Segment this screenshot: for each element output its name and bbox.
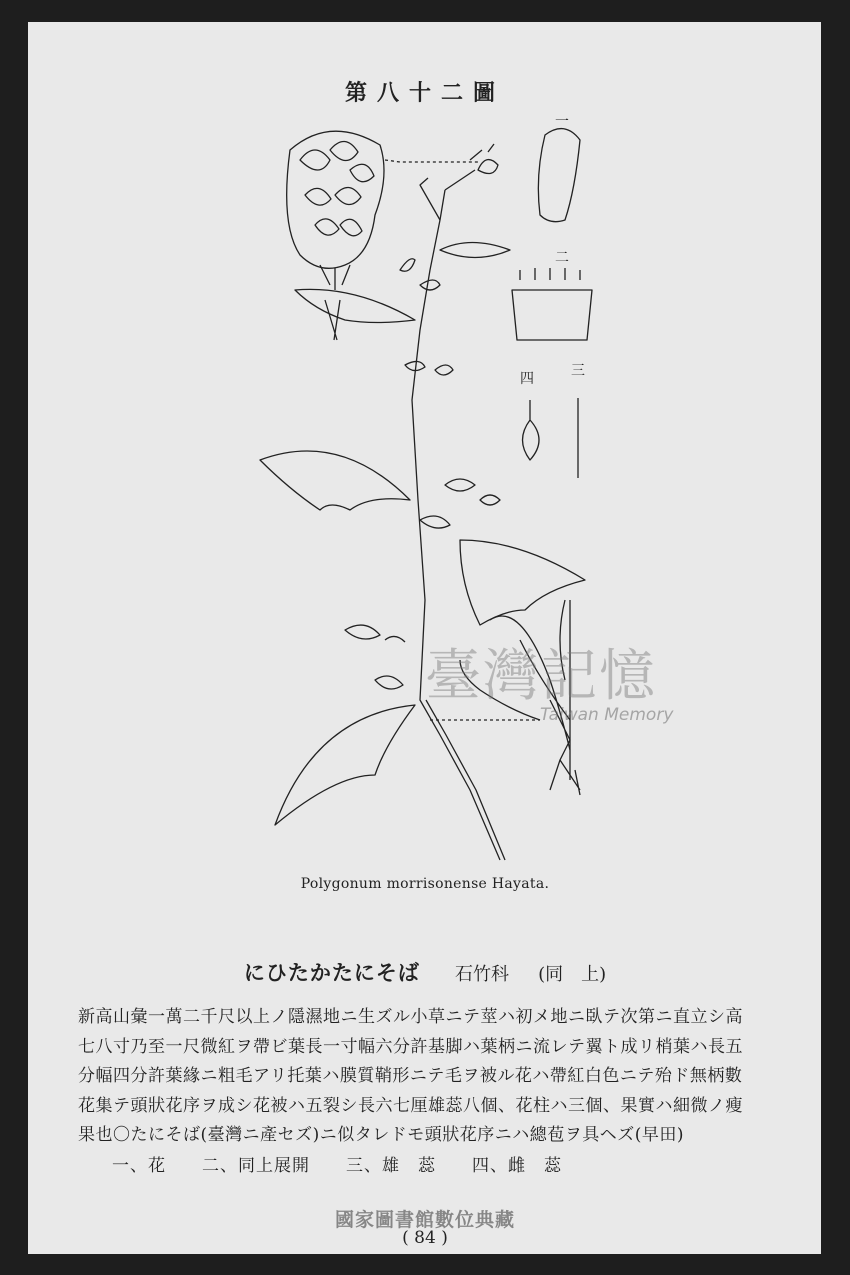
leaf-middle-left	[260, 451, 410, 510]
leaf-lower-left	[275, 705, 415, 825]
reference-note: (同 上)	[538, 964, 607, 985]
leaf-upper-left	[295, 289, 415, 322]
description-line: 果也〇たにそば(臺灣ニ產セズ)ニ似タレドモ頭狀花序ニハ總苞ヲ具ヘズ(早田)	[78, 1125, 685, 1145]
leaf-upper-right	[440, 243, 510, 258]
plate-label-three: 三	[571, 363, 585, 379]
plate-label-two: 二	[555, 250, 569, 266]
figure-legend: 一、花 二、同上展開 三、雄 蕊 四、雌 蕊	[112, 1156, 562, 1176]
detail-flower-1	[538, 129, 580, 222]
watermark-chinese: 臺灣記憶	[425, 644, 657, 709]
plate-label-four: 四	[520, 371, 534, 387]
plate-label-one: 一	[555, 114, 569, 130]
description-text	[78, 1003, 778, 1151]
enlarged-flower-head	[287, 131, 480, 340]
family-name: 石竹科	[454, 964, 509, 985]
leaf-middle-right	[460, 540, 585, 625]
watermark-english: Taiwan Memory	[540, 705, 674, 725]
species-heading	[0, 957, 850, 987]
description-line: 七八寸乃至一尺微紅ヲ帶ビ葉長一寸幅六分許基脚ハ葉柄ニ流レテ翼ト成リ梢葉ハ長五	[78, 1036, 743, 1057]
main-stem	[412, 190, 500, 860]
page-number: ( 84 )	[402, 1228, 448, 1248]
description-line: 花集テ頭狀花序ヲ成シ花被ハ五裂シ長六七厘雄蕊八個、花柱ハ三個、果實ハ細微ノ瘦	[78, 1095, 743, 1116]
description-line: 新高山彙一萬二千尺以上ノ隱濕地ニ生ズル小草ニテ莖ハ初メ地ニ臥テ次第ニ直立シ高	[78, 1007, 743, 1027]
library-watermark: 國家圖書館數位典藏	[334, 1209, 515, 1231]
japanese-name: にひたかたにそば	[243, 960, 420, 985]
detail-pistil	[523, 400, 540, 460]
figure-caption: Polygonum morrisonense Hayata.	[300, 876, 550, 892]
figure-title: 第八十二圖	[344, 80, 505, 106]
detail-flower-2	[512, 268, 592, 340]
description-line: 分幅四分許葉緣ニ粗毛アリ托葉ハ膜質鞘形ニテ毛ヲ被ル花ハ帶紅白色ニテ殆ド無柄數	[78, 1066, 743, 1086]
flower-head-small	[470, 144, 498, 174]
